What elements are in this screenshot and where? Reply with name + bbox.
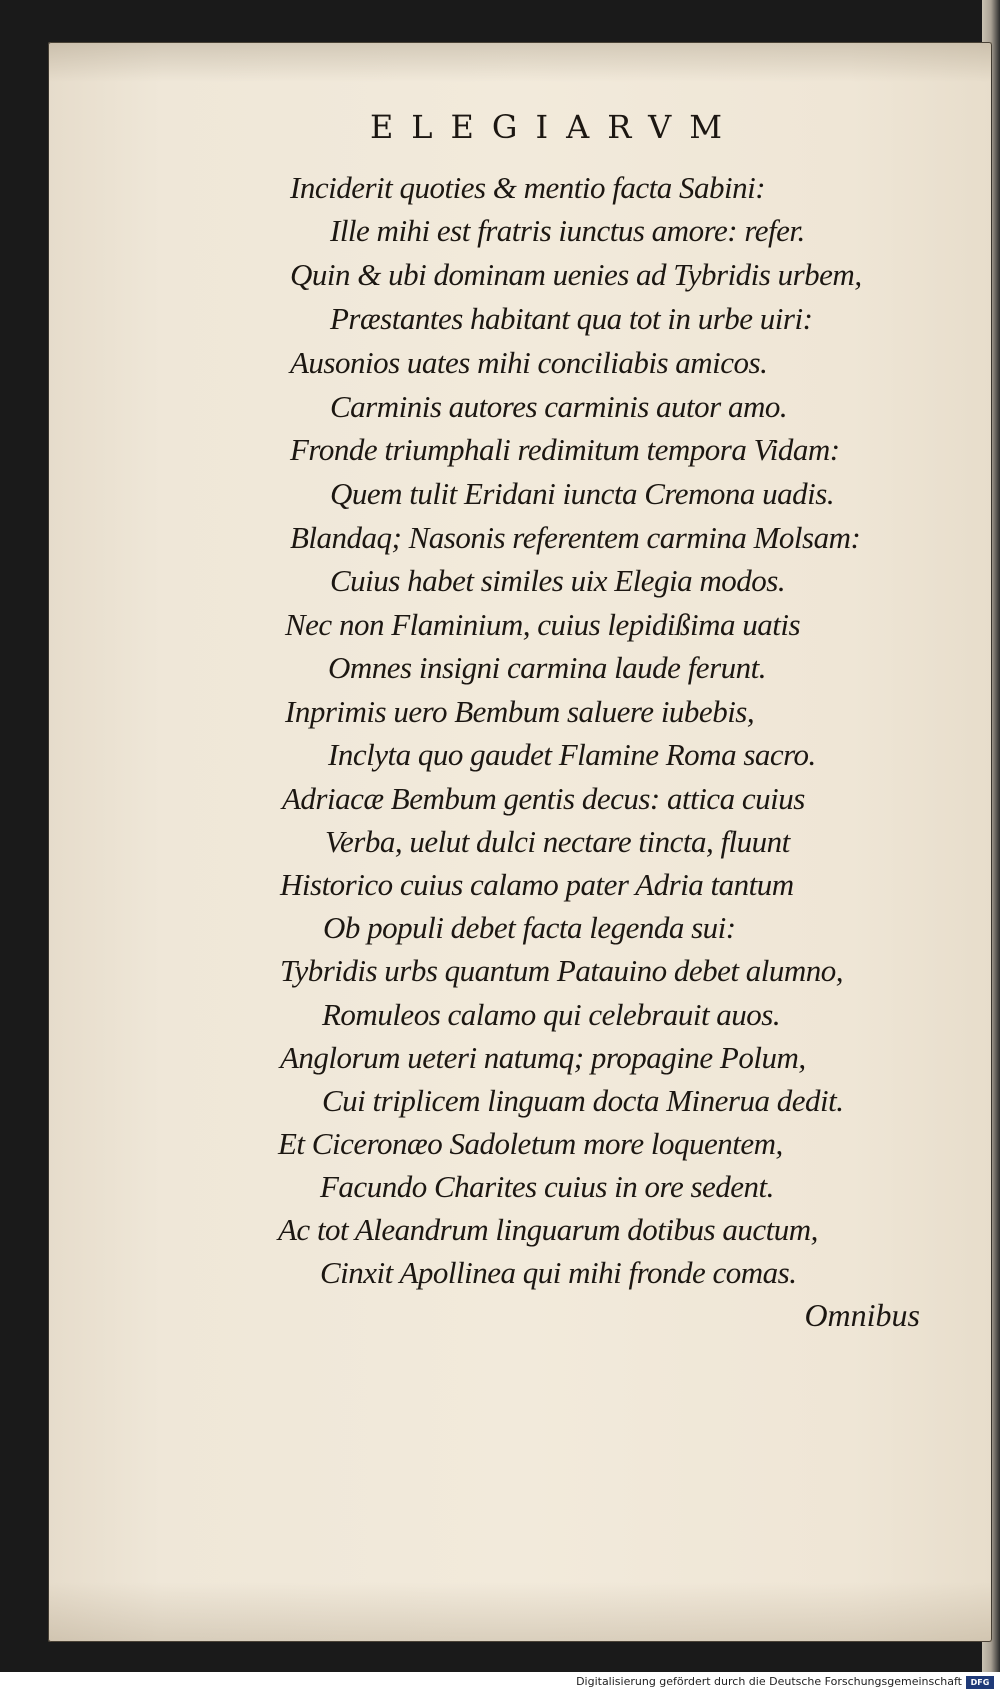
verse-line: Cinxit Apollinea qui mihi fronde comas. — [320, 1255, 797, 1290]
verse-line: Blandaq; Nasonis referentem carmina Molsam: — [290, 520, 861, 555]
verse-line: Nec non Flaminium, cuius lepidißima uatis — [285, 607, 801, 642]
verse-line: Inclyta quo gaudet Flamine Roma sacro. — [328, 737, 816, 772]
verse-line: Anglorum ueteri natumq; propagine Polum, — [280, 1040, 806, 1075]
footer-bar — [0, 1672, 1000, 1694]
verse-line: Cui triplicem linguam docta Minerua dedit. — [322, 1083, 844, 1118]
footer-credit: Digitalisierung gefördert durch die Deutsche Forschungsgemeinschaft — [576, 1675, 962, 1688]
verse-line: Inciderit quoties & mentio facta Sabini: — [290, 170, 766, 205]
catchword: Omnibus — [804, 1297, 920, 1333]
verse-line: Adriacæ Bembum gentis decus: attica cuius — [282, 781, 805, 816]
verse-line: Ausonios uates mihi conciliabis amicos. — [290, 345, 768, 380]
verse-line: Quin & ubi dominam uenies ad Tybridis urbem, — [290, 257, 862, 292]
running-head: ELEGIARVM — [369, 108, 741, 146]
verse-line: Romuleos calamo qui celebrauit auos. — [322, 997, 781, 1032]
verse-line: Facundo Charites cuius in ore sedent. — [320, 1169, 774, 1204]
verse-line: Præstantes habitant qua tot in urbe uiri: — [330, 301, 813, 336]
verse-line: Ille mihi est fratris iunctus amore: refer. — [330, 213, 805, 248]
verse-line: Ac tot Aleandrum linguarum dotibus auctum, — [278, 1212, 818, 1247]
verse-line: Ob populi debet facta legenda sui: — [323, 910, 736, 945]
verse-line: Historico cuius calamo pater Adria tantum — [280, 867, 794, 902]
dfg-logo: DFG — [966, 1676, 994, 1689]
verse-line: Inprimis uero Bembum saluere iubebis, — [285, 694, 755, 729]
verse-line: Cuius habet similes uix Elegia modos. — [330, 563, 786, 598]
verse-line: Fronde triumphali redimitum tempora Vidam: — [290, 432, 840, 467]
verse-line: Quem tulit Eridani iuncta Cremona uadis. — [330, 476, 835, 511]
verse-line: Omnes insigni carmina laude ferunt. — [328, 650, 766, 685]
verse-line: Et Ciceronæo Sadoletum more loquentem, — [278, 1126, 783, 1161]
verse-line: Carminis autores carminis autor amo. — [330, 389, 788, 424]
verse-line: Tybridis urbs quantum Patauino debet alumno, — [280, 953, 843, 988]
verse-line: Verba, uelut dulci nectare tincta, fluunt — [325, 824, 790, 859]
